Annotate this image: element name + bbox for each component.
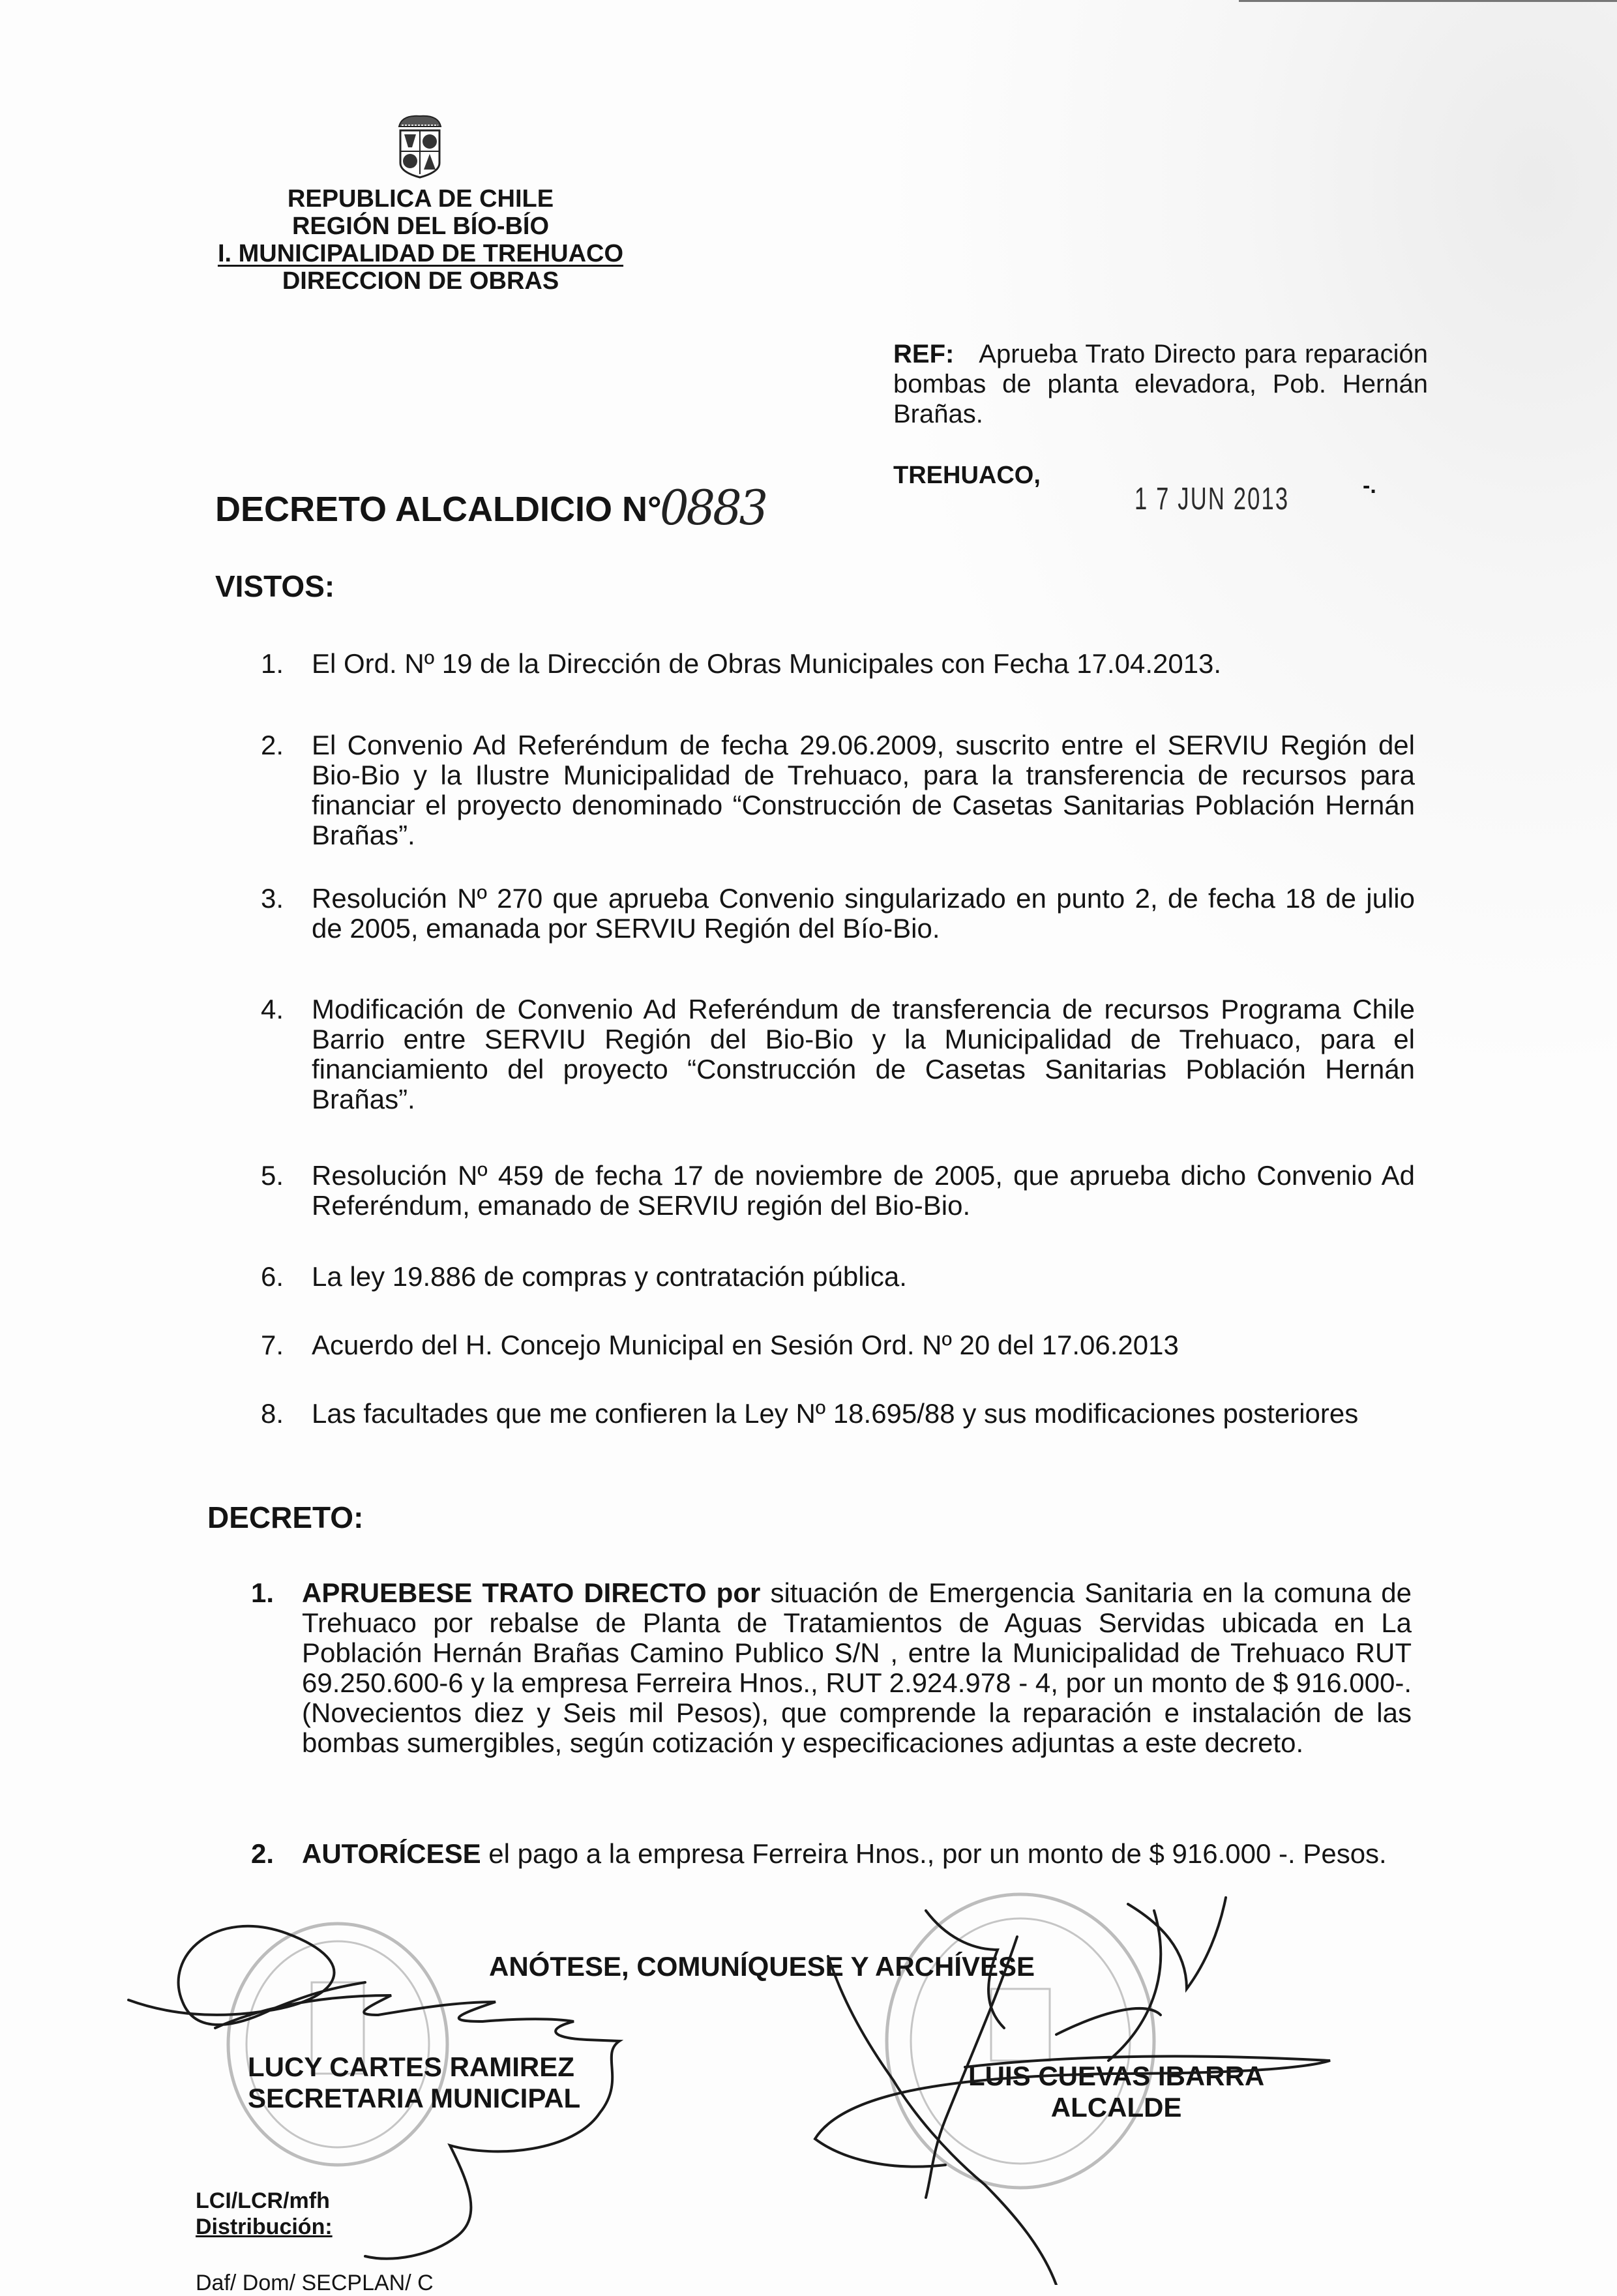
vistos-item xyxy=(261,994,1415,1114)
vistos-item xyxy=(261,1262,1415,1292)
date-stamp: 1 7 JUN 2013 xyxy=(1135,482,1290,516)
item-text: La ley 19.886 de compras y contratación pública. xyxy=(312,1261,907,1292)
item-number: 5. xyxy=(261,1160,284,1191)
item-number: 6. xyxy=(261,1261,284,1292)
item-text: el pago a la empresa Ferreira Hnos., por un monto de $ 916.000 -. Pesos. xyxy=(481,1838,1387,1869)
decreto-heading: DECRETO: xyxy=(207,1500,364,1534)
item-text: Resolución Nº 459 de fecha 17 de noviembre de 2005, que aprueba dicho Convenio Ad Referéndum, emanado de SERVIU región del Bio-Bio. xyxy=(312,1160,1415,1221)
item-bold-text: AUTORÍCESE xyxy=(302,1838,481,1869)
closing-formula: ANÓTESE, COMUNÍQUESE Y ARCHÍVESE xyxy=(489,1951,1035,1982)
item-number: 1. xyxy=(261,648,284,679)
letterhead-municipality: I. MUNICIPALIDAD DE TREHUACO xyxy=(217,240,624,267)
signatory-name: LUIS CUEVAS IBARRA xyxy=(968,2061,1265,2091)
place-label: TREHUACO, xyxy=(893,462,1041,489)
item-text: situación de Emergencia Sanitaria en la comuna de Trehuaco por rebalse de Planta de Tratamientos de Aguas Servidas ubicada en La Población Hernán Brañas Camino Publico S/N , entre la Municipalidad de Trehuaco RUT 69.250.600-6 y la empresa Ferreira Hnos., RUT 2.924.978 - 4, por un monto de $ 916.000-. (Novecientos diez y Seis mil Pesos), que comprende la reparación e instalación de las bombas sumergibles, según cotización y especificaciones adjuntas a este decreto. xyxy=(302,1577,1412,1758)
letterhead-region: REGIÓN DEL BÍO-BÍO xyxy=(291,213,550,240)
vistos-item xyxy=(261,730,1415,850)
vistos-item xyxy=(261,649,1415,679)
item-text: Resolución Nº 270 que aprueba Convenio singularizado en punto 2, de fecha 18 de julio de 2005, emanada por SERVIU Región del Bío-Bio. xyxy=(312,883,1415,944)
vistos-heading: VISTOS: xyxy=(215,569,335,603)
reference-label: REF: xyxy=(893,340,955,368)
trailing-mark: -. xyxy=(1363,473,1376,498)
item-number: 1. xyxy=(251,1577,274,1608)
secretary-stamp xyxy=(228,1924,447,2165)
decree-number-handwritten: 0883 xyxy=(660,479,766,537)
vistos-item xyxy=(261,884,1415,944)
distribution-line: Daf/ Dom/ SECPLAN/ C xyxy=(196,2271,434,2295)
signature-block-secretary xyxy=(248,2051,580,2114)
letterhead-department: DIRECCION DE OBRAS xyxy=(282,267,559,295)
decreto-item xyxy=(251,1578,1412,1758)
letterhead-country: REPUBLICA DE CHILE xyxy=(287,185,554,213)
vistos-item xyxy=(261,1399,1415,1429)
item-text: El Ord. Nº 19 de la Dirección de Obras Municipales con Fecha 17.04.2013. xyxy=(312,648,1222,679)
item-bold-text: APRUEBESE TRATO DIRECTO por xyxy=(302,1577,761,1608)
item-number: 2. xyxy=(251,1838,274,1869)
scan-edge xyxy=(1239,0,1617,2)
item-number: 2. xyxy=(261,730,284,760)
item-number: 3. xyxy=(261,883,284,914)
decree-title: DECRETO ALCALDICIO N° xyxy=(215,490,662,529)
vistos-item xyxy=(261,1161,1415,1221)
item-text: El Convenio Ad Referéndum de fecha 29.06.2009, suscrito entre el SERVIU Región del Bio-Bio y la Ilustre Municipalidad de Trehuaco, para la transferencia de recursos para financiar el proyecto denominado “Construcción de Casetas Sanitarias Población Hernán Brañas”. xyxy=(312,730,1415,850)
signatory-role: ALCALDE xyxy=(1050,2092,1182,2123)
reference-text: Aprueba Trato Directo para reparación bombas de planta elevadora, Pob. Hernán Brañas. xyxy=(893,340,1428,428)
item-number: 7. xyxy=(261,1330,284,1360)
distribution-label: Distribución: xyxy=(196,2214,333,2239)
signatory-name: LUCY CARTES RAMIREZ xyxy=(248,2051,574,2082)
reference-block xyxy=(893,339,1428,429)
item-number: 4. xyxy=(261,994,284,1024)
item-number: 8. xyxy=(261,1398,284,1429)
item-text: Modificación de Convenio Ad Referéndum de transferencia de recursos Programa Chile Barrio entre SERVIU Región del Bio-Bio y la Municipalidad de Trehuaco, para el financiamiento del proyecto “Construcción de Casetas Sanitarias Población Hernán Brañas”. xyxy=(312,994,1415,1114)
decreto-item xyxy=(251,1839,1412,1869)
item-text: Las facultades que me confieren la Ley Nº 18.695/88 y sus modificaciones posteriores xyxy=(312,1398,1359,1429)
footer-initials-block xyxy=(196,2188,333,2240)
vistos-item xyxy=(261,1330,1415,1360)
signatory-role: SECRETARIA MUNICIPAL xyxy=(248,2083,581,2113)
coat-of-arms-icon xyxy=(394,112,446,180)
initials: LCI/LCR/mfh xyxy=(196,2188,330,2213)
signature-block-mayor xyxy=(968,2061,1264,2123)
letterhead xyxy=(215,185,626,295)
mayor-stamp xyxy=(887,1894,1154,2188)
item-text: Acuerdo del H. Concejo Municipal en Sesión Ord. Nº 20 del 17.06.2013 xyxy=(312,1330,1179,1360)
